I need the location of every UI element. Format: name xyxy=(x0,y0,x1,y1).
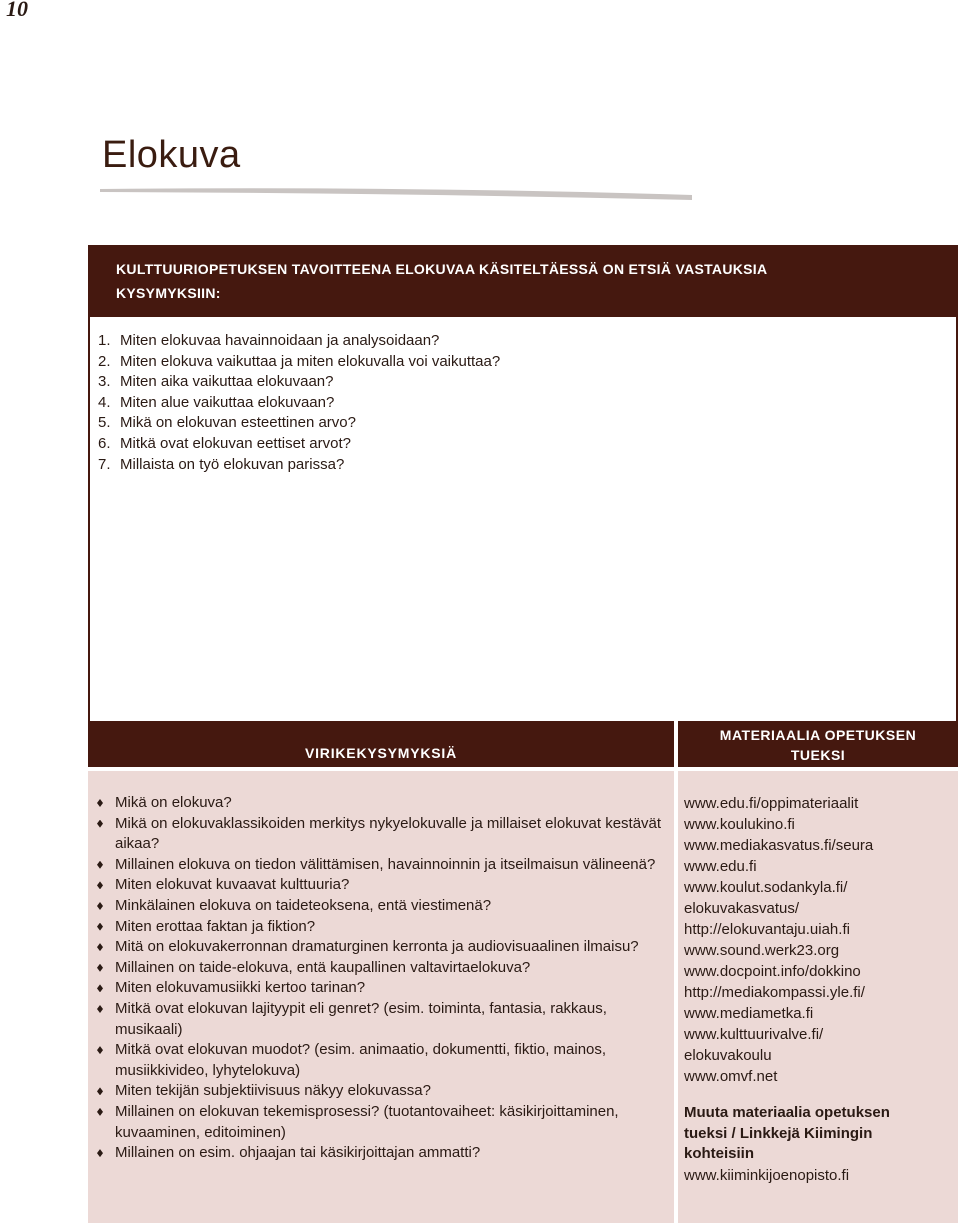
question-item xyxy=(96,1102,668,1143)
diamond-bullet-icon xyxy=(97,984,103,992)
material-link[interactable]: www.omvf.net xyxy=(684,1068,778,1085)
goal-item xyxy=(98,372,500,393)
material-link[interactable]: www.mediametka.fi xyxy=(684,1005,814,1022)
question-item xyxy=(96,793,668,814)
question-text: Mikä on elokuvaklassikoiden merkitys nykyelokuvalle ja millaiset elokuvat kestävät aikaa? xyxy=(115,814,662,853)
goal-item xyxy=(98,352,500,373)
material-link[interactable]: http://mediakompassi.yle.fi/ xyxy=(684,984,865,1001)
goal-number: 6. xyxy=(98,434,111,452)
question-item xyxy=(96,814,668,855)
goal-text: Millaista on työ elokuvan parissa? xyxy=(120,455,345,473)
goals-header-line2: KYSYMYKSIIN: xyxy=(116,285,221,301)
diamond-bullet-icon xyxy=(97,964,103,972)
diamond-bullet-icon xyxy=(97,923,103,931)
goals-list xyxy=(98,331,500,475)
question-item xyxy=(96,1040,668,1081)
goal-text: Miten elokuvaa havainnoidaan ja analysoidaan? xyxy=(120,332,440,349)
goal-number: 3. xyxy=(98,373,111,391)
question-text: Millainen on elokuvan tekemisprosessi? (tuotantovaiheet: käsikirjoittaminen, kuvaaminen, editoiminen) xyxy=(115,1102,619,1141)
goal-text: Miten elokuva vaikuttaa ja miten elokuvalla voi vaikuttaa? xyxy=(120,352,501,370)
goal-text: Miten aika vaikuttaa elokuvaan? xyxy=(120,373,334,391)
question-text: Miten elokuvamusiikki kertoo tarinan? xyxy=(115,979,366,997)
material-link[interactable]: www.kulttuurivalve.fi/ xyxy=(684,1026,824,1043)
diamond-bullet-icon xyxy=(97,820,103,828)
goals-body xyxy=(88,317,958,721)
material-link[interactable]: www.koulut.sodankyla.fi/ xyxy=(684,879,848,896)
diamond-bullet-icon xyxy=(97,1005,103,1013)
question-text: Mikä on elokuva? xyxy=(115,794,232,811)
more-materials-line1: Muuta materiaalia opetuksen xyxy=(684,1104,890,1121)
question-text: Miten elokuvat kuvaavat kulttuuria? xyxy=(115,876,350,894)
more-materials-line3: kohteisiin xyxy=(684,1145,755,1163)
question-text: Minkälainen elokuva on taideteoksena, entä viestimenä? xyxy=(115,896,492,914)
goal-item xyxy=(98,434,500,455)
goal-number: 2. xyxy=(98,352,111,370)
question-text: Mitä on elokuvakerronnan dramaturginen kerronta ja audiovisuaalinen ilmaisu? xyxy=(115,938,639,956)
materials-header xyxy=(678,721,958,767)
diamond-bullet-icon xyxy=(97,1149,103,1157)
material-link[interactable]: elokuvakasvatus/ xyxy=(684,900,800,917)
goal-number: 1. xyxy=(98,332,111,349)
question-text: Millainen on taide-elokuva, entä kaupallinen valtavirtaelokuva? xyxy=(115,958,531,976)
materials-header-line2: TUEKSI xyxy=(790,747,846,763)
question-text: Mitkä ovat elokuvan muodot? (esim. animaatio, dokumentti, fiktio, mainos, musiikkivideo, lyhytelokuva) xyxy=(115,1041,607,1079)
goal-number: 4. xyxy=(98,393,111,411)
materials-cell xyxy=(678,771,958,1223)
goal-text: Mikä on elokuvan esteettinen arvo? xyxy=(120,414,356,432)
question-item xyxy=(96,896,668,917)
goal-number: 5. xyxy=(98,414,111,432)
question-item xyxy=(96,855,668,876)
diamond-bullet-icon xyxy=(97,1087,103,1095)
question-item xyxy=(96,978,668,999)
question-item xyxy=(96,1143,668,1164)
question-text: Millainen on esim. ohjaajan tai käsikirjoittajan ammatti? xyxy=(115,1144,481,1162)
goal-item xyxy=(98,393,500,414)
question-text: Miten erottaa faktan ja fiktion? xyxy=(115,917,316,935)
material-link[interactable]: www.koulukino.fi xyxy=(684,816,795,833)
question-item xyxy=(96,875,668,896)
question-text: Millainen elokuva on tiedon välittämisen, havainnoinnin ja itseilmaisun välineenä? xyxy=(115,855,656,873)
more-materials-title xyxy=(684,1103,954,1165)
question-text: Miten tekijän subjektiivisuus näkyy elokuvassa? xyxy=(115,1082,431,1100)
material-link[interactable]: www.edu.fi/oppimateriaalit xyxy=(684,795,859,812)
diamond-bullet-icon xyxy=(97,861,103,869)
goal-item xyxy=(98,455,500,476)
questions-header: VIRIKEKYSYMYKSIÄ xyxy=(88,721,674,767)
title-underline-swoosh xyxy=(100,186,692,202)
goal-item xyxy=(98,413,500,434)
material-link[interactable]: www.docpoint.info/dokkino xyxy=(684,963,861,980)
goal-text: Miten alue vaikuttaa elokuvaan? xyxy=(120,393,335,411)
more-materials-link[interactable]: www.kiiminkijoenopisto.fi xyxy=(684,1166,850,1184)
diamond-bullet-icon xyxy=(97,1046,103,1054)
question-item xyxy=(96,999,668,1040)
diamond-bullet-icon xyxy=(97,902,103,910)
materials-links xyxy=(684,793,954,1186)
diamond-bullet-icon xyxy=(97,1108,103,1116)
question-item xyxy=(96,917,668,938)
diamond-bullet-icon xyxy=(97,943,103,951)
material-link[interactable]: www.mediakasvatus.fi/seura xyxy=(684,837,874,854)
question-item xyxy=(96,937,668,958)
goal-text: Mitkä ovat elokuvan eettiset arvot? xyxy=(120,434,351,452)
questions-list xyxy=(96,793,668,1164)
goals-header-line1: KULTTUURIOPETUKSEN TAVOITTEENA ELOKUVAA KÄSITELTÄESSÄ ON ETSIÄ VASTAUKSIA xyxy=(116,261,768,277)
goal-item xyxy=(98,331,500,352)
question-text: Mitkä ovat elokuvan lajityypit eli genret? (esim. toiminta, fantasia, rakkaus, musikaali) xyxy=(115,999,607,1038)
goal-number: 7. xyxy=(98,455,111,473)
material-link[interactable]: elokuvakoulu xyxy=(684,1047,772,1064)
page-number: 10 xyxy=(6,0,28,21)
material-link[interactable]: http://elokuvantaju.uiah.fi xyxy=(684,921,850,938)
content-table xyxy=(88,245,958,1184)
diamond-bullet-icon xyxy=(97,799,103,807)
material-link[interactable]: www.edu.fi xyxy=(684,858,757,875)
diamond-bullet-icon xyxy=(97,881,103,889)
page-title: Elokuva xyxy=(102,134,241,176)
question-item xyxy=(96,1081,668,1102)
material-link[interactable]: www.sound.werk23.org xyxy=(684,942,840,959)
more-materials-line2: tueksi / Linkkejä Kiimingin xyxy=(684,1124,873,1142)
materials-header-line1: MATERIAALIA OPETUKSEN xyxy=(719,727,917,743)
questions-cell xyxy=(88,771,674,1223)
goals-header xyxy=(88,245,958,317)
question-item xyxy=(96,958,668,979)
